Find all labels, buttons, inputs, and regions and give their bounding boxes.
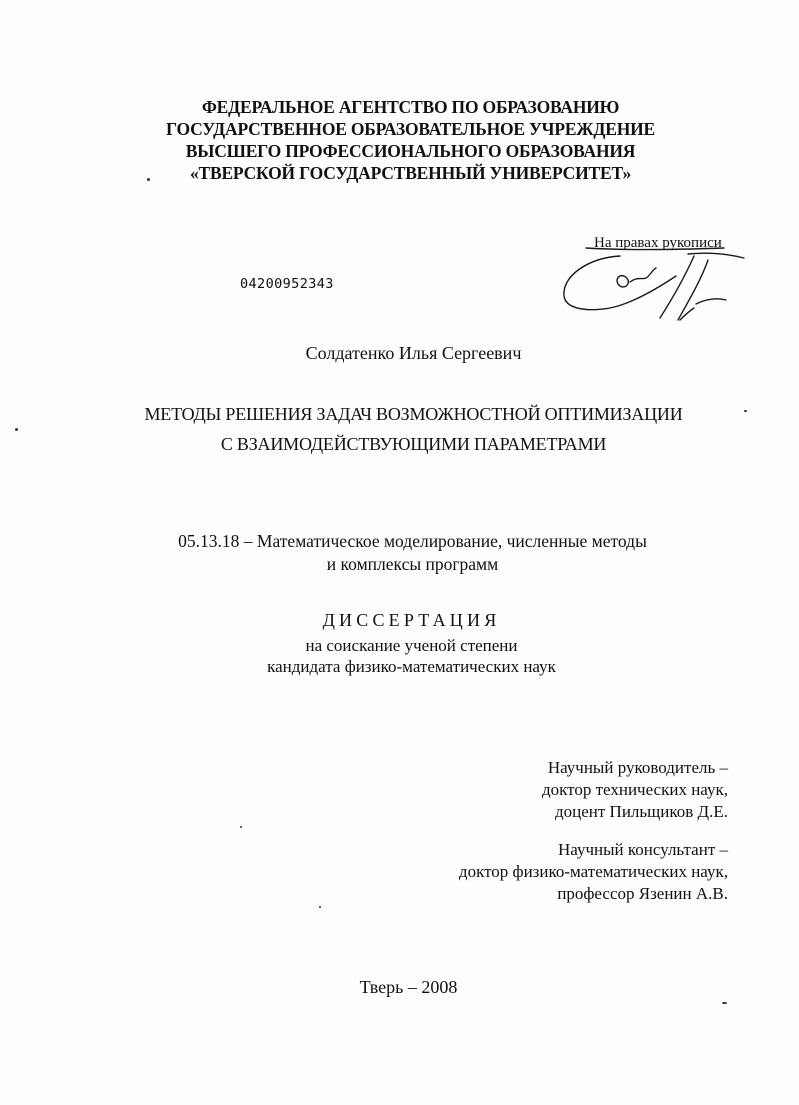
specialty-line: и комплексы программ — [326, 554, 499, 574]
scan-speck — [15, 428, 18, 431]
scan-speck — [319, 906, 321, 908]
dissertation-heading: ДИССЕРТАЦИЯ — [322, 610, 501, 630]
header-line: «ТВЕРСКОЙ ГОСУДАРСТВЕННЫЙ УНИВЕРСИТЕТ» — [189, 163, 632, 183]
supervisor-line: Научный руководитель – — [547, 758, 728, 777]
header-line: ГОСУДАРСТВЕННОЕ ОБРАЗОВАТЕЛЬНОЕ УЧРЕЖДЕНИЕ — [165, 119, 656, 139]
specialty-code — [13, 530, 799, 576]
scan-speck — [147, 178, 150, 181]
institution-header — [11, 96, 799, 184]
title-line: С ВЗАИМОДЕЙСТВУЮЩИМИ ПАРАМЕТРАМИ — [220, 434, 607, 454]
scan-speck — [722, 1002, 727, 1004]
manuscript-note: На правах рукописи — [594, 235, 722, 251]
registration-number: 04200952343 — [240, 276, 334, 292]
title-line: МЕТОДЫ РЕШЕНИЯ ЗАДАЧ ВОЗМОЖНОСТНОЙ ОПТИМИЗАЦИИ — [144, 404, 683, 424]
header-line: ВЫСШЕГО ПРОФЕССИОНАЛЬНОГО ОБРАЗОВАНИЯ — [185, 141, 636, 161]
scientific-consultant — [459, 839, 728, 905]
consultant-line: профессор Язенин А.В. — [557, 884, 728, 903]
supervisor-line: доцент Пильщиков Д.Е. — [554, 802, 728, 821]
scientific-supervisor — [542, 757, 728, 823]
scan-speck — [240, 826, 242, 828]
consultant-line: Научный консультант – — [558, 840, 728, 859]
degree-line: на соискание ученой степени — [305, 636, 518, 655]
consultant-line: доктор физико-математических наук, — [458, 862, 728, 881]
author-name: Солдатенко Илья Сергеевич — [305, 343, 522, 363]
specialty-line: 05.13.18 – Математическое моделирование, численные методы — [178, 531, 647, 551]
degree-line: кандидата физико-математических наук — [267, 657, 556, 676]
header-line: ФЕДЕРАЛЬНОЕ АГЕНТСТВО ПО ОБРАЗОВАНИЮ — [201, 97, 620, 117]
dissertation-title — [14, 399, 799, 459]
signature-image — [558, 246, 758, 328]
degree-description — [12, 635, 799, 677]
scan-speck — [744, 410, 747, 412]
supervisor-line: доктор технических наук, — [541, 780, 728, 799]
city-year: Тверь – 2008 — [359, 977, 458, 997]
